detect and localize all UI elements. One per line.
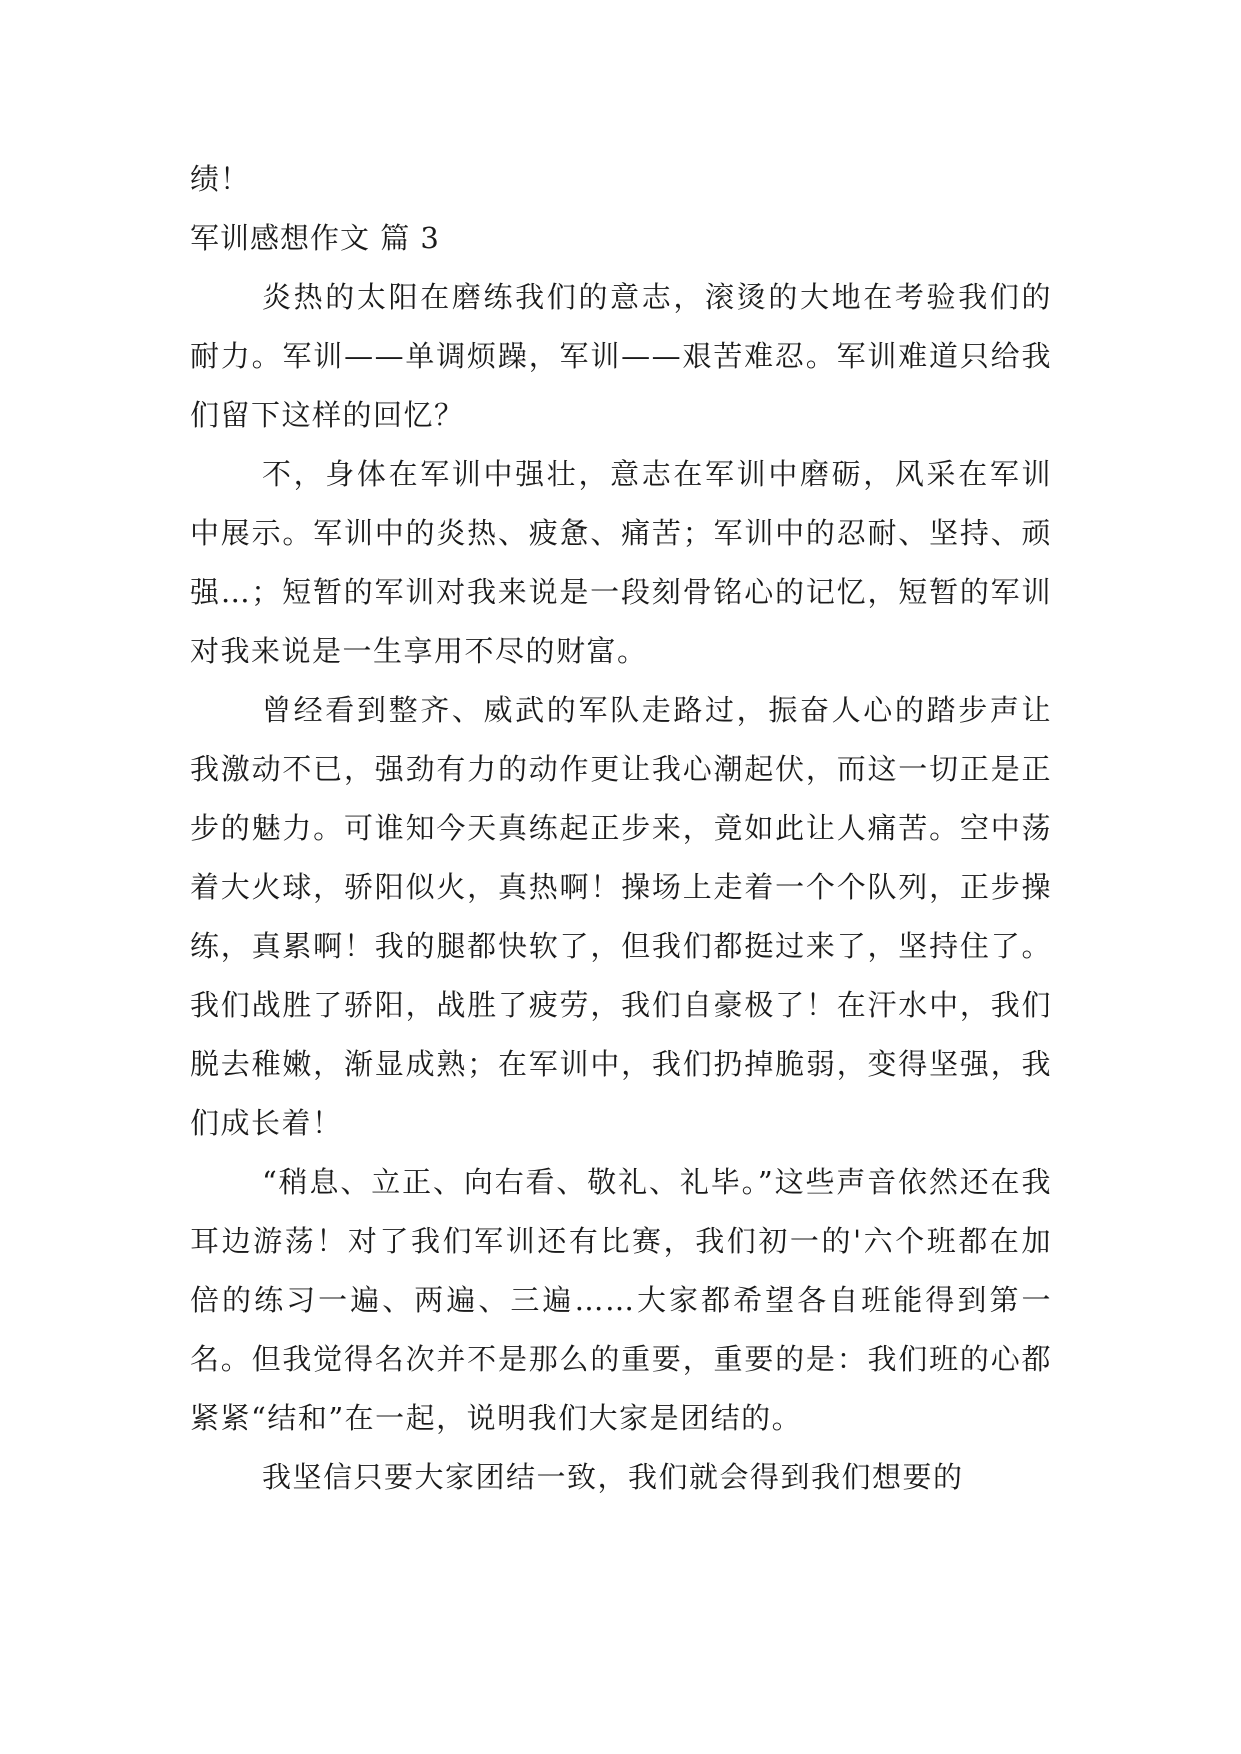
document-page: [190, 150, 1052, 1507]
paragraph: 炎热的太阳在磨练我们的意志，滚烫的大地在考验我们的耐力。军训——单调烦躁，军训——艰苦难忍。军训难道只给我们留下这样的回忆？: [190, 280, 1052, 432]
paragraph: 我坚信只要大家团结一致，我们就会得到我们想要的: [262, 1460, 964, 1494]
paragraph: 曾经看到整齐、威武的军队走路过，振奋人心的踏步声让我激动不已，强劲有力的动作更让我心潮起伏，而这一切正是正步的魅力。可谁知今天真练起正步来，竟如此让人痛苦。空中荡着大火球，骄阳似火，真热啊！操场上走着一个个队列，正步操练，真累啊！我的腿都快软了，但我们都挺过来了，坚持住了。我们战胜了骄阳，战胜了疲劳，我们自豪极了！在汗水中，我们脱去稚嫩，渐显成熟；在军训中，我们扔掉脆弱，变得坚强，我们成长着！: [190, 693, 1052, 1140]
essay-heading: 军训感想作文 篇 3: [190, 221, 440, 255]
paragraph: “稍息、立正、向右看、敬礼、礼毕。”这些声音依然还在我耳边游荡！对了我们军训还有比赛，我们初一的'六个班都在加倍的练习一遍、两遍、三遍……大家都希望各自班能得到第一名。但我觉得名次并不是那么的重要，重要的是：我们班的心都紧紧“结和”在一起，说明我们大家是团结的。: [190, 1165, 1052, 1435]
previous-page-fragment: 绩！: [190, 162, 251, 196]
paragraph: 不，身体在军训中强壮，意志在军训中磨砺，风采在军训中展示。军训中的炎热、疲惫、痛苦；军训中的忍耐、坚持、顽强…；短暂的军训对我来说是一段刻骨铭心的记忆，短暂的军训对我来说是一生享用不尽的财富。: [190, 457, 1052, 668]
